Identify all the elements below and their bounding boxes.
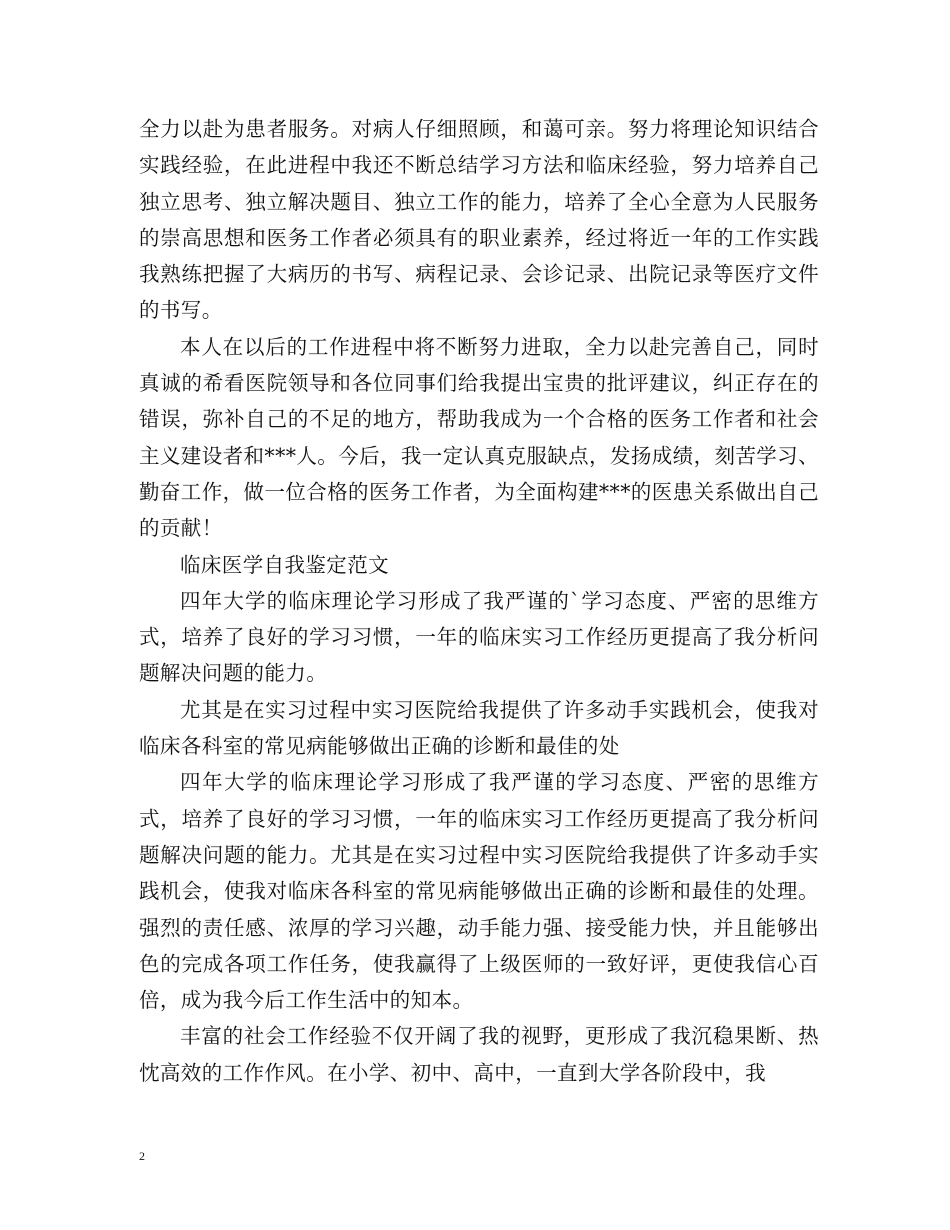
- paragraph-5: 四年大学的临床理论学习形成了我严谨的学习态度、严密的思维方式，培养了良好的学习习惯，一年的临床实习工作经历更提高了我分析问题解决问题的能力。尤其是在实习过程中实习医院给我提供了许多动手实践机会，使我对临床各科室的常见病能够做出正确的诊断和最佳的处理。强烈的责任感、浓厚的学习兴趣，动手能力强、接受能力快，并且能够出色的完成各项工作任务，使我赢得了上级医师的一致好评，更使我信心百倍，成为我今后工作生活中的知本。: [139, 770, 819, 1013]
- page-number: 2: [139, 1149, 145, 1163]
- paragraph-1: 全力以赴为患者服务。对病人仔细照顾，和蔼可亲。努力将理论知识结合实践经验，在此进程中我还不断总结学习方法和临床经验，努力培养自己独立思考、独立解决题目、独立工作的能力，培养了全心全意为人民服务的崇高思想和医务工作者必须具有的职业素养，经过将近一年的工作实践我熟练把握了大病历的书写、病程记录、会诊记录、出院记录等医疗文件的书写。: [139, 117, 819, 323]
- paragraph-6: 丰富的社会工作经验不仅开阔了我的视野，更形成了我沉稳果断、热忱高效的工作作风。在小学、初中、高中，一直到大学各阶段中，我: [139, 1024, 819, 1085]
- body-text: [139, 111, 819, 1091]
- paragraph-3: 四年大学的临床理论学习形成了我严谨的`学习态度、严密的思维方式，培养了良好的学习习惯，一年的临床实习工作经历更提高了我分析问题解决问题的能力。: [139, 588, 819, 686]
- paragraph-2: 本人在以后的工作进程中将不断努力进取，全力以赴完善自己，同时真诚的希看医院领导和各位同事们给我提出宝贵的批评建议，纠正存在的错误，弥补自己的不足的地方，帮助我成为一个合格的医务工作者和社会主义建设者和***人。今后，我一定认真克服缺点，发扬成绩，刻苦学习、勤奋工作，做一位合格的医务工作者，为全面构建***的医患关系做出自己的贡献！: [139, 334, 819, 541]
- paragraph-4: 尤其是在实习过程中实习医院给我提供了许多动手实践机会，使我对临床各科室的常见病能够做出正确的诊断和最佳的处: [139, 697, 819, 759]
- section-heading: 临床医学自我鉴定范文: [180, 552, 389, 577]
